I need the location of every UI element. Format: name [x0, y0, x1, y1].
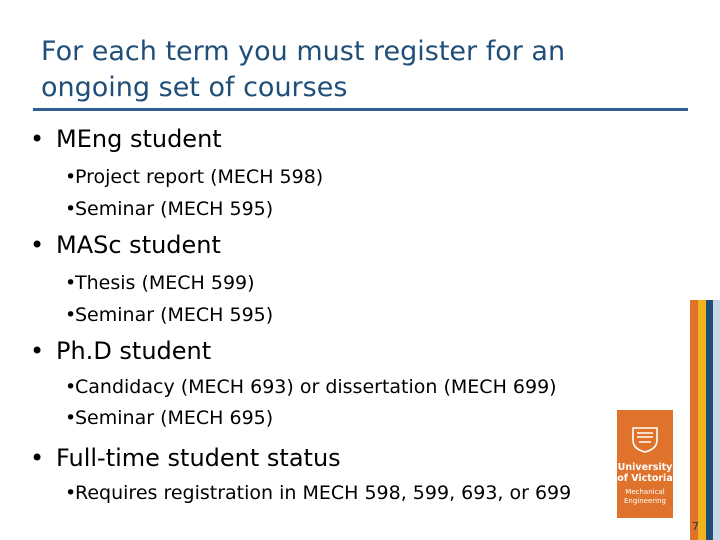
accent-stripe-light	[713, 300, 720, 540]
title-divider	[33, 108, 688, 111]
sub-bullet: •Thesis (MECH 599)	[65, 272, 255, 294]
bullet-masc: • MASc student	[30, 231, 221, 259]
uvic-logo	[617, 410, 673, 518]
logo-department: Mechanical Engineering	[624, 488, 666, 505]
sub-bullet-text: Thesis (MECH 599)	[75, 272, 255, 294]
bullet-meng: • MEng student	[30, 125, 222, 153]
sub-bullet: •Project report (MECH 598)	[65, 166, 324, 188]
sub-bullet: •Candidacy (MECH 693) or dissertation (MECH 699)	[65, 376, 557, 398]
bullet-phd: • Ph.D student	[30, 337, 212, 365]
sub-bullet: •Seminar (MECH 595)	[65, 198, 274, 220]
accent-stripe-gold	[698, 300, 706, 540]
sub-bullet: •Requires registration in MECH 598, 599, 693, or 699	[65, 482, 572, 504]
slide-title: For each term you must register for an ongoing set of courses	[41, 36, 566, 103]
sub-bullet: •Seminar (MECH 695)	[65, 407, 274, 429]
sub-bullet: •Seminar (MECH 595)	[65, 304, 274, 326]
bullet-text: MEng student	[56, 125, 222, 153]
bullet-text: Ph.D student	[56, 337, 212, 365]
logo-university: University of Victoria	[617, 462, 673, 484]
bullet-text: Full-time student status	[56, 444, 341, 472]
bullet-text: MASc student	[56, 231, 221, 259]
page-number: 7	[692, 520, 699, 533]
bullet-fulltime: • Full-time student status	[30, 444, 341, 472]
sub-bullet-text: Seminar (MECH 595)	[75, 198, 274, 220]
accent-stripe-orange	[690, 300, 698, 540]
sub-bullet-text: Seminar (MECH 695)	[75, 407, 274, 429]
sub-bullet-text: Candidacy (MECH 693) or dissertation (MECH 699)	[75, 376, 557, 398]
sub-bullet-text: Seminar (MECH 595)	[75, 304, 274, 326]
sub-bullet-text: Project report (MECH 598)	[75, 166, 324, 188]
sub-bullet-text: Requires registration in MECH 598, 599, 693, or 699	[75, 482, 572, 504]
seal-icon	[629, 422, 661, 454]
accent-stripe-blue	[706, 300, 713, 540]
